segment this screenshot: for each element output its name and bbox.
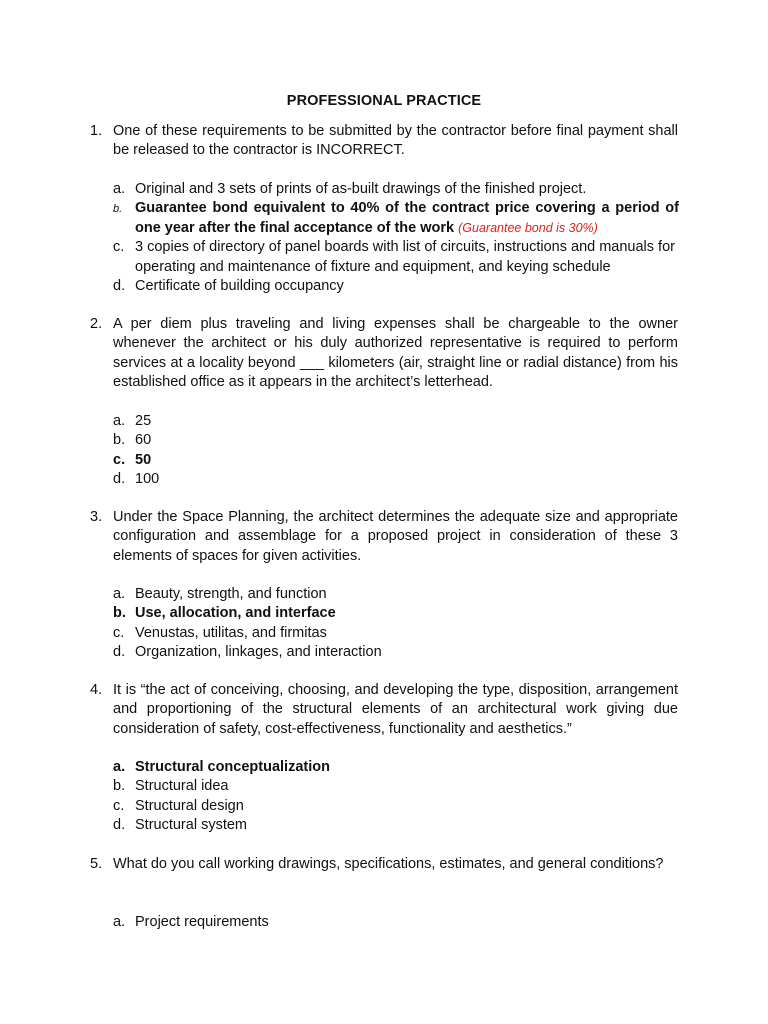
option-letter: b. (113, 432, 126, 449)
option-letter: d. (113, 278, 126, 295)
option-text: 100 (135, 471, 160, 488)
question-number: 2. (90, 316, 103, 332)
question-3 (90, 508, 678, 566)
option-text-wrap (135, 199, 679, 238)
option-letter: a. (113, 914, 126, 930)
question-1 (90, 122, 678, 161)
option-text: Beauty, strength, and function (135, 586, 327, 602)
option-text: 50 (135, 451, 152, 468)
option-c-correct (113, 451, 679, 470)
question-5 (90, 855, 678, 874)
option-letter: a. (113, 181, 126, 197)
option-letter: b. (113, 778, 126, 795)
option-b (113, 431, 679, 450)
option-a (113, 412, 679, 431)
option-d (113, 470, 679, 489)
option-a (113, 180, 679, 199)
page-title: PROFESSIONAL PRACTICE (286, 93, 482, 109)
option-a-correct (113, 758, 679, 777)
option-b-correct (113, 199, 679, 238)
question-number: 5. (90, 856, 103, 872)
question-text: A per diem plus traveling and living expenses shall be chargeable to the owner whenever the architect or his duly authorized representative is required to perform services at a locality beyond ___ kilometers (air, straight line or radial distance) from his established office as it appears in the architect’s letterhead. (113, 316, 678, 391)
option-letter: d. (113, 471, 126, 488)
question-number: 3. (90, 509, 103, 525)
option-text: Guarantee bond equivalent to 40% of the contract price covering a period of one year after the final acceptance of the work (135, 200, 679, 236)
option-b-correct (113, 604, 679, 623)
option-text: Structural design (135, 797, 244, 814)
option-text: Structural idea (135, 778, 229, 795)
question-2-options (113, 412, 679, 490)
option-c (113, 797, 679, 816)
question-5-options (113, 913, 679, 932)
option-letter: a. (113, 759, 126, 775)
option-c (113, 238, 679, 277)
option-text: Certificate of building occupancy (135, 278, 344, 295)
option-d (113, 277, 679, 296)
option-letter: a. (113, 586, 126, 602)
option-d (113, 816, 679, 835)
question-number: 4. (90, 682, 103, 698)
option-letter: b. (113, 203, 123, 216)
option-letter: c. (113, 797, 125, 814)
option-d (113, 643, 679, 662)
option-c (113, 624, 679, 643)
option-b (113, 777, 679, 796)
question-4 (90, 681, 678, 739)
option-text: Project requirements (135, 914, 269, 930)
option-text: Original and 3 sets of prints of as-built drawings of the finished project. (135, 181, 587, 197)
option-text: Structural system (135, 817, 247, 834)
option-letter: a. (113, 413, 126, 429)
option-letter: d. (113, 644, 126, 661)
option-a (113, 585, 679, 604)
option-text: 3 copies of directory of panel boards with list of circuits, instructions and manuals for operating and maintenance of fixture and equipment, and keying schedule (135, 239, 675, 275)
question-text: One of these requirements to be submitted by the contractor before final payment shall be released to the contractor is INCORRECT. (113, 123, 678, 159)
question-4-options (113, 758, 679, 836)
option-letter: b. (113, 605, 126, 622)
correction-note: (Guarantee bond is 30%) (458, 220, 598, 235)
question-text: What do you call working drawings, specifications, estimates, and general conditions? (113, 856, 664, 872)
question-3-options (113, 585, 679, 663)
option-text: 60 (135, 432, 152, 449)
question-1-options (113, 180, 679, 296)
option-text: Use, allocation, and interface (135, 605, 336, 622)
option-letter: c. (113, 451, 126, 468)
option-text: 25 (135, 413, 152, 429)
question-text: It is “the act of conceiving, choosing, and developing the type, disposition, arrangement and proportioning of the structural elements of an architectural work giving due consideration of safety, cost-effectiveness, functionality and aesthetics.” (113, 682, 678, 737)
option-text: Venustas, utilitas, and firmitas (135, 624, 327, 641)
option-letter: c. (113, 239, 125, 256)
option-text: Structural conceptualization (135, 759, 330, 775)
question-text: Under the Space Planning, the architect determines the adequate size and appropriate configuration and assemblage for a proposed project in consideration of these 3 elements of spaces for given activities. (113, 509, 678, 564)
option-letter: d. (113, 817, 126, 834)
option-text: Organization, linkages, and interaction (135, 644, 382, 661)
option-a (113, 913, 679, 932)
question-number: 1. (90, 123, 103, 139)
option-letter: c. (113, 624, 125, 641)
question-2 (90, 315, 678, 393)
